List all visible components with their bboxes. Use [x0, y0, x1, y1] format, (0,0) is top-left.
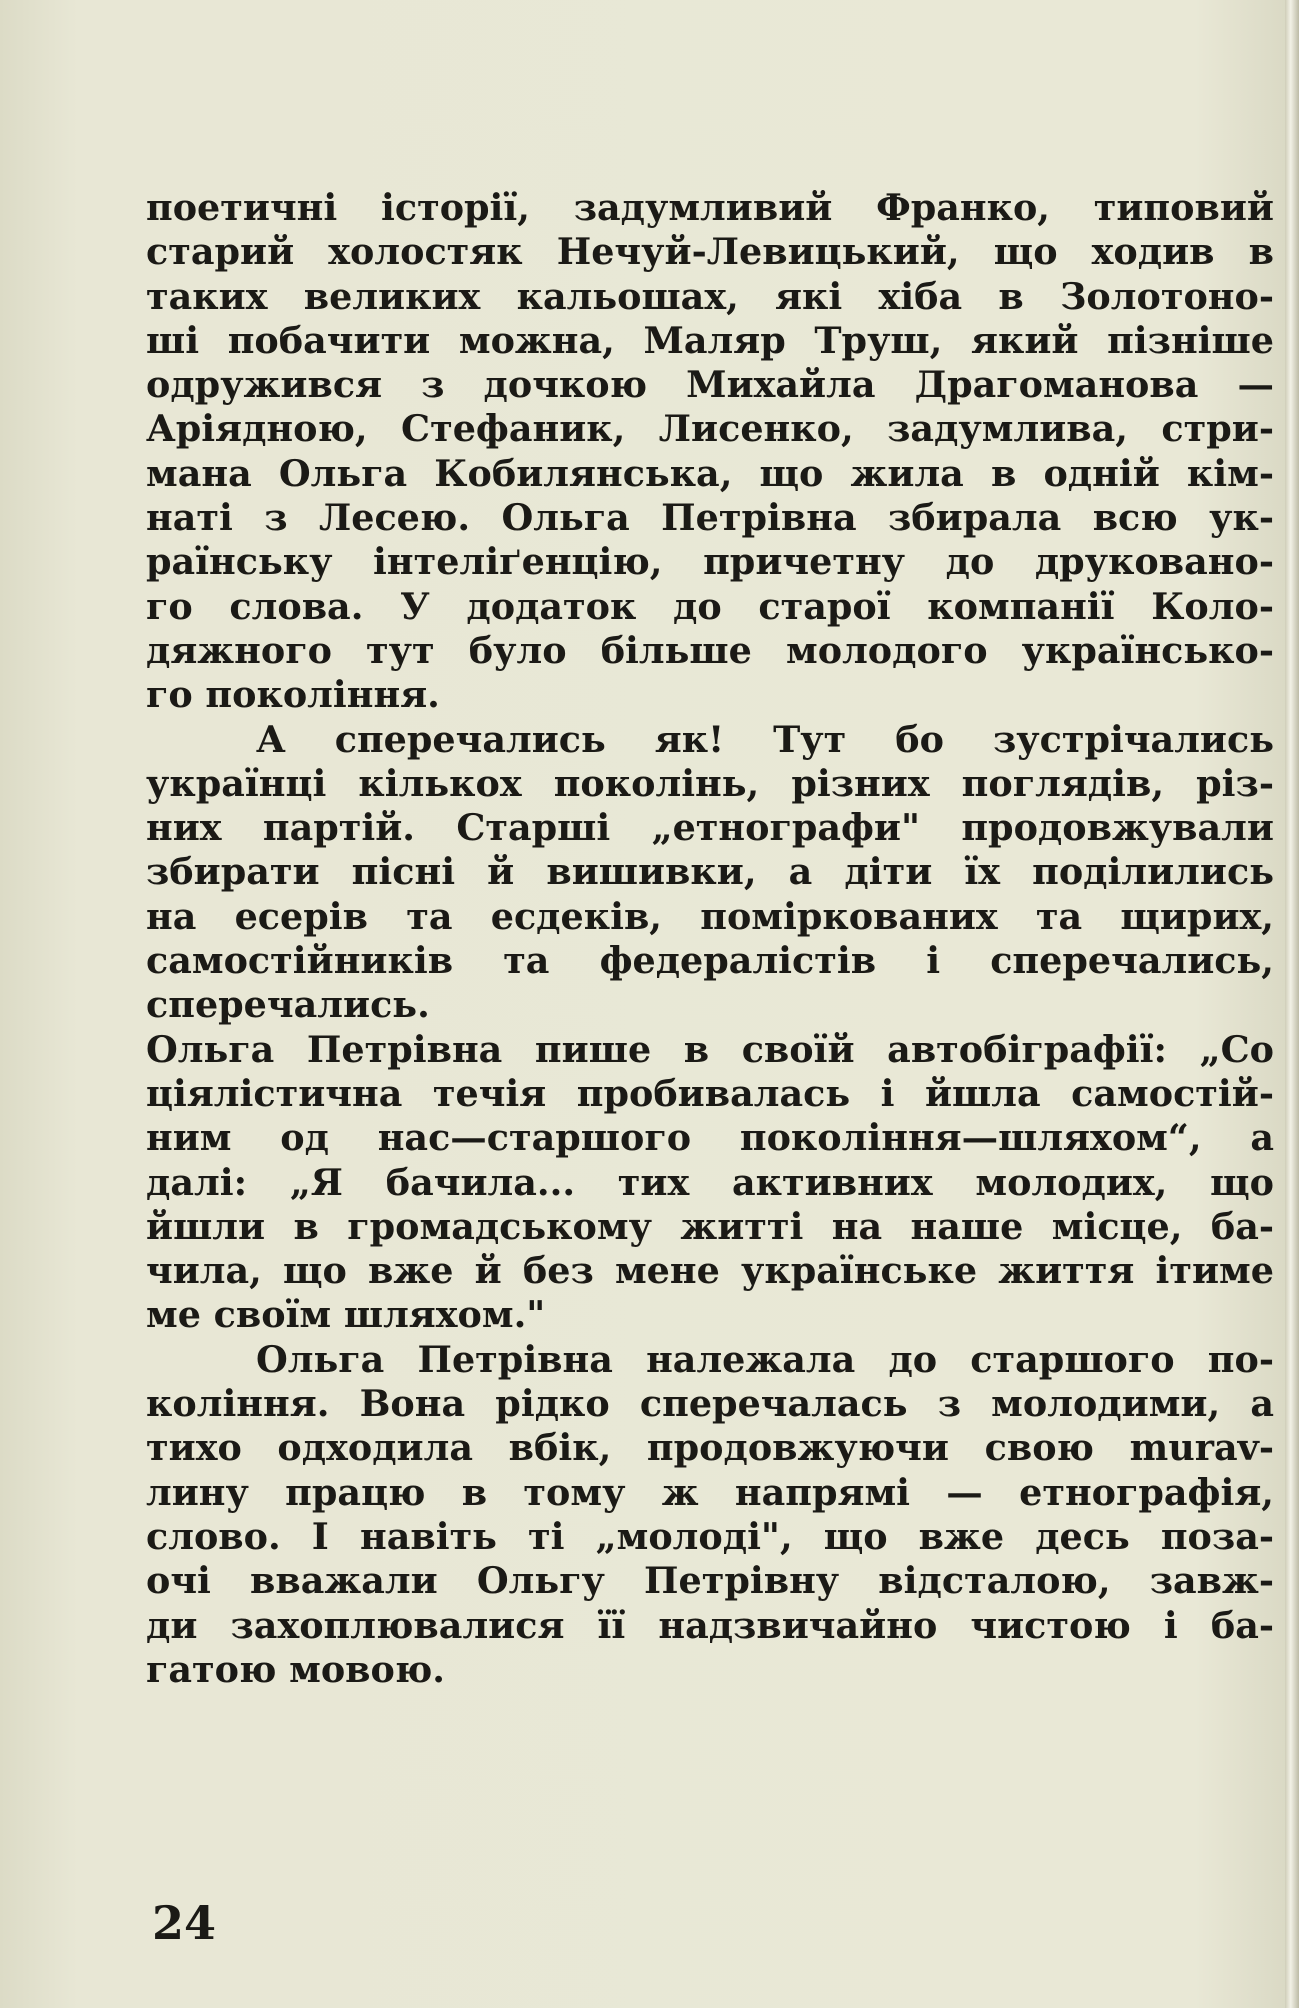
text-line: далі: „Я бачила... тих активних молодих, що — [146, 1160, 1274, 1204]
text-line: чила, що вже й без мене українське життя ітиме — [146, 1249, 1274, 1293]
text-line: очі вважали Ольгу Петрівну відсталою, завж- — [146, 1559, 1274, 1603]
text-line: ди захоплювалися її надзвичайно чистою і ба- — [146, 1603, 1274, 1647]
body-text — [146, 186, 1274, 1692]
text-line: лину працю в тому ж напрямі — етнографія, — [146, 1470, 1274, 1514]
text-line: самостійників та федералістів і сперечались, — [146, 939, 1274, 983]
text-line: йшли в громадському житті на наше місце, ба- — [146, 1204, 1274, 1248]
text-line: ним од нас—старшого покоління—шляхом“, а — [146, 1116, 1274, 1160]
text-line: слово. І навіть ті „молоді", що вже десь поза- — [146, 1514, 1274, 1558]
text-line: раїнську інтеліґенцію, причетну до друковано- — [146, 540, 1274, 584]
text-line: збирати пісні й вишивки, а діти їх поділились — [146, 850, 1274, 894]
text-line: ші побачити можна, Маляр Труш, який пізніше — [146, 318, 1274, 362]
text-line: тихо одходила вбік, продовжуючи свою murav- — [146, 1426, 1274, 1470]
text-line: А сперечались як! Тут бо зустрічались — [256, 717, 1274, 761]
text-line: Ольга Петрівна пише в своїй автобіграфії: „Со — [146, 1027, 1274, 1071]
text-line: них партій. Старші „етнографи" продовжували — [146, 806, 1274, 850]
text-line: на есерів та есдеків, поміркованих та щирих, — [146, 894, 1274, 938]
page-number: 24 — [152, 1896, 217, 1950]
text-line: гатою мовою. — [146, 1647, 446, 1691]
text-line: українці кількох поколінь, різних поглядів, різ- — [146, 761, 1274, 805]
text-line: дяжного тут було більше молодого українсько- — [146, 628, 1274, 672]
text-line: старий холостяк Нечуй-Левицький, що ходив в — [146, 230, 1274, 274]
text-line: ме своїм шляхом." — [146, 1293, 546, 1337]
text-line: го слова. У додаток до старої компанії Коло- — [146, 584, 1274, 628]
text-line: го покоління. — [146, 673, 440, 717]
text-line: Аріядною, Стефаник, Лисенко, задумлива, стри- — [146, 407, 1274, 451]
text-line: Ольга Петрівна належала до старшого по- — [256, 1337, 1274, 1381]
text-line: сперечались. — [146, 983, 430, 1027]
text-line: коління. Вона рідко сперечалась з молодими, а — [146, 1382, 1274, 1426]
text-line: наті з Лесею. Ольга Петрівна збирала всю ук- — [146, 496, 1274, 540]
page-edge — [1285, 0, 1299, 2008]
text-line: таких великих кальошах, які хіба в Золотоно- — [146, 274, 1274, 318]
text-line: одружився з дочкою Михайла Драгоманова — — [146, 363, 1274, 407]
text-line: поетичні історії, задумливий Франко, типовий — [146, 186, 1274, 229]
text-line: ціялістична течія пробивалась і йшла самостій- — [146, 1071, 1274, 1115]
text-line: мана Ольга Кобилянська, що жила в одній кім- — [146, 451, 1274, 495]
